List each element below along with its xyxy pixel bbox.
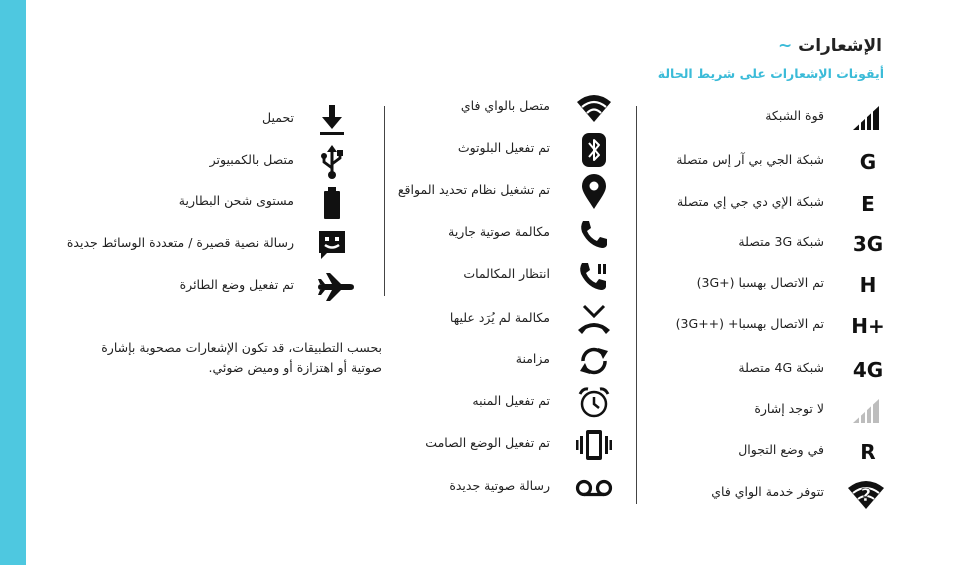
- list-item: [640, 184, 890, 224]
- battery-icon: [312, 183, 352, 223]
- airplane-icon: [316, 267, 356, 307]
- column-divider-right: [636, 106, 637, 504]
- wifi-available-icon: [846, 474, 886, 514]
- list-item: [640, 432, 890, 472]
- list-item: [40, 142, 370, 182]
- list-item: [390, 88, 620, 128]
- missed-call-icon: [574, 300, 614, 340]
- list-item: [390, 468, 620, 508]
- list-item: [390, 383, 620, 423]
- item-label: شبكة الجي بي آر إس متصلة: [676, 152, 824, 167]
- list-item: [40, 225, 370, 265]
- sync-icon: [574, 341, 614, 381]
- item-label: تم الاتصال بهسبا (+3G): [696, 275, 824, 290]
- item-label: مكالمة صوتية جارية: [448, 224, 550, 239]
- signal-strength-icon: [846, 98, 886, 138]
- item-label: متصل بالواي فاي: [460, 98, 550, 113]
- list-item: [390, 130, 620, 170]
- list-item: [640, 350, 890, 390]
- roaming-icon: R: [860, 440, 876, 464]
- list-item: [40, 267, 370, 307]
- item-label: مزامنة: [515, 351, 550, 366]
- alarm-icon: [574, 383, 614, 423]
- call-hold-icon: [574, 256, 614, 296]
- message-icon: [312, 225, 352, 265]
- item-label: شبكة 3G متصلة: [738, 234, 824, 249]
- voicemail-icon: [574, 468, 614, 508]
- list-item: [390, 214, 620, 254]
- no-signal-icon: [846, 391, 886, 431]
- item-label: لا توجد إشارة: [754, 401, 824, 416]
- page-subtitle: أيقونات الإشعارات على شريط الحالة: [657, 66, 884, 81]
- list-item: [640, 474, 890, 514]
- network-4g-icon: 4G: [852, 358, 884, 382]
- item-label: شبكة الإي دي جي إي متصلة: [676, 194, 824, 209]
- item-label: تم تفعيل الوضع الصامت: [425, 435, 550, 450]
- usb-icon: [312, 142, 352, 182]
- network-g-icon: G: [859, 150, 877, 174]
- vibrate-icon: [574, 425, 614, 465]
- item-label: مستوى شحن البطارية: [178, 193, 294, 208]
- section-title-text: الإشعارات: [798, 36, 882, 56]
- item-label: تم تشغيل نظام تحديد المواقع: [397, 182, 550, 197]
- list-item: [390, 256, 620, 296]
- item-label: رسالة صوتية جديدة: [449, 478, 550, 493]
- wifi-icon: [574, 88, 614, 128]
- list-item: [640, 306, 890, 346]
- item-label: تم تفعيل وضع الطائرة: [179, 277, 294, 292]
- item-label: قوة الشبكة: [765, 108, 824, 123]
- location-icon: [574, 172, 614, 212]
- list-item: [640, 98, 890, 138]
- list-item: [390, 172, 620, 212]
- item-label: متصل بالكمبيوتر: [209, 152, 294, 167]
- accent-sidebar: [0, 0, 26, 565]
- item-label: تتوفر خدمة الواي فاي: [711, 484, 824, 499]
- phone-call-icon: [574, 214, 614, 254]
- column-divider-left: [384, 106, 385, 296]
- list-item: [640, 391, 890, 431]
- item-label: تم الاتصال بهسبا+ (++3G): [675, 316, 824, 331]
- network-3g-icon: 3G: [852, 232, 884, 256]
- page-title: [772, 36, 882, 56]
- item-label: في وضع التجوال: [738, 442, 824, 457]
- list-item: [640, 265, 890, 305]
- network-h-icon: H: [859, 273, 877, 297]
- svg-text:?: ?: [860, 485, 872, 506]
- item-label: تم تفعيل البلوتوث: [457, 140, 550, 155]
- notification-note: بحسب التطبيقات، قد تكون الإشعارات مصحوبة بإشارة صوتية أو اهتزازة أو وميض ضوئي.: [101, 340, 382, 375]
- list-item: [40, 100, 370, 140]
- list-item: [390, 341, 620, 381]
- title-tilde: ~: [777, 36, 793, 56]
- list-item: [390, 300, 620, 340]
- network-hplus-icon: H+: [851, 314, 885, 338]
- list-item: [390, 425, 620, 465]
- item-label: تحميل: [261, 110, 294, 125]
- item-label: شبكة 4G متصلة: [738, 360, 824, 375]
- item-label: رسالة نصية قصيرة / متعددة الوسائط جديدة: [66, 235, 294, 250]
- list-item: [640, 142, 890, 182]
- bluetooth-icon: [574, 130, 614, 170]
- item-label: مكالمة لم يُرَد عليها: [449, 310, 550, 325]
- list-item: [40, 183, 370, 223]
- download-icon: [312, 100, 352, 140]
- item-label: تم تفعيل المنبه: [472, 393, 550, 408]
- list-item: [640, 224, 890, 264]
- network-e-icon: E: [861, 192, 875, 216]
- item-label: انتظار المكالمات: [463, 266, 550, 281]
